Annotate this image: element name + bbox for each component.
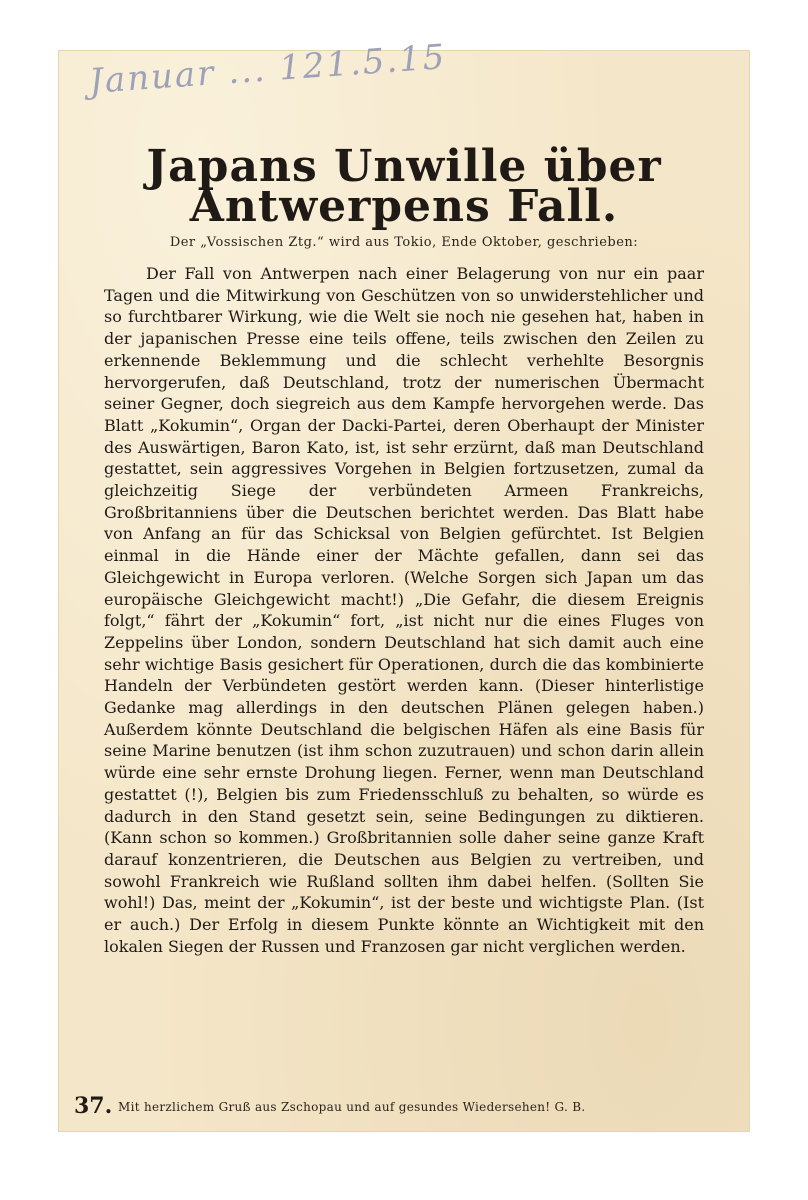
card-number: 37. bbox=[74, 1093, 113, 1119]
greeting-footer: Mit herzlichem Gruß aus Zschopau und auf gesundes Wiedersehen! G. B. bbox=[118, 1100, 586, 1114]
handwritten-note: Januar ... 121.5.15 bbox=[88, 37, 448, 102]
subtitle: Der „Vossischen Ztg.“ wird aus Tokio, Ende Oktober, geschrieben: bbox=[169, 235, 639, 250]
title-line-1: Japans Unwille über bbox=[146, 141, 662, 192]
title-line-2: Antwerpens Fall. bbox=[189, 181, 619, 232]
postcard bbox=[58, 37, 750, 1132]
article-body: Der Fall von Antwerpen nach einer Belagerung von nur ein paar Tagen und die Mitwirkung von Geschützen von so unwiderstehlicher und so furchtbarer Wirkung, wie die Welt sie noch nie gesehen hat, haben in der japanischen Presse eine teils offene, teils zwischen den Zeilen zu erkennende Beklemmung und die schlecht verhehlte Besorgnis hervorgerufen, daß Deutschland, trotz der numerischen Übermacht seiner Gegner, doch siegreich aus dem Kampfe hervorgehen werde. Das Blatt „Kokumin“, Organ der Dacki-Partei, deren Oberhaupt der Minister des Auswärtigen, Baron Kato, ist, ist sehr erzürnt, daß man Deutschland gestattet, sein aggressives Vorgehen in Belgien fortzusetzen, zumal da gleichzeitig Siege der verbündeten Armeen Frankreichs, Großbritanniens über die Deutschen berichtet werden. Das Blatt habe von Anfang an für das Schicksal von Belgien gefürchtet. Ist Belgien einmal in die Hände einer der Mächte gefallen, dann sei das Gleichgewicht in Europa verloren. (Welche Sorgen sich Japan um das europäische Gleichgewicht macht!) „Die Gefahr, die diesem Ereignis folgt,“ fährt der „Kokumin“ fort, „ist nicht nur die eines Fluges von Zeppelins über London, sondern Deutschland hat sich damit auch eine sehr wichtige Basis gesichert für Operationen, durch die das kombinierte Handeln der Verbündeten gestört werden kann. (Dieser hinterlistige Gedanke mag allerdings in den deutschen Plänen gelegen haben.) Außerdem könnte Deutschland die belgischen Häfen als eine Basis für seine Marine benutzen (ist ihm schon zuzutrauen) und schon darin allein würde eine sehr ernste Drohung liegen. Ferner, wenn man Deutschland gestattet (!), Belgien bis zum Friedensschluß zu behalten, so würde es dadurch in den Stand gesetzt sein, seine Bedingungen zu diktieren. (Kann schon so kommen.) Großbritannien solle daher seine ganze Kraft darauf konzentrieren, die Deutschen aus Belgien zu vertreiben, und sowohl Frankreich wie Rußland sollten ihm dabei helfen. (Sollten Sie wohl!) Das, meint der „Kokumin“, ist der beste und wichtigste Plan. (Ist er auch.) Der Erfolg in diesem Punkte könnte an Wichtigkeit mit den lokalen Siegen der Russen und Franzosen gar nicht verglichen werden. bbox=[104, 264, 704, 956]
